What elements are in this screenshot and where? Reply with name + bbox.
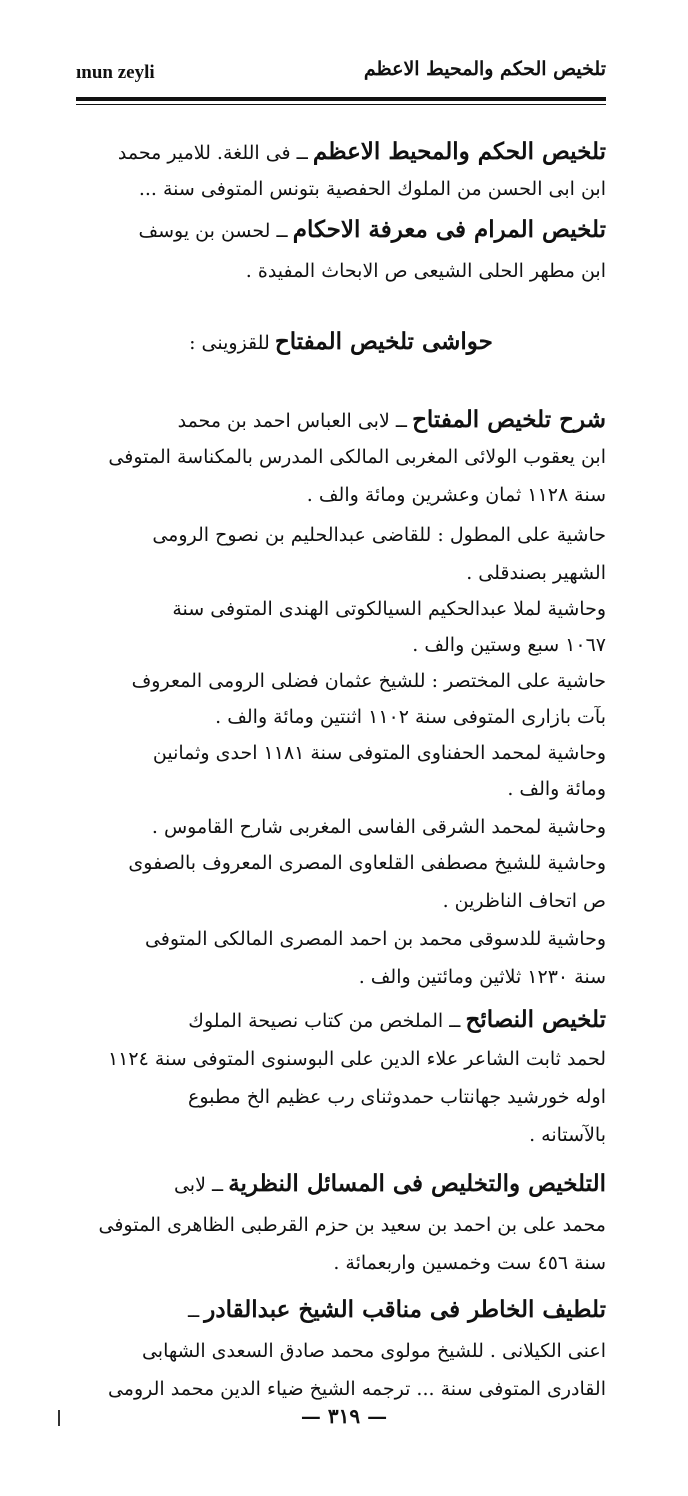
entry-line: تلخيص الحكم والمحيط الاعظم ــ فى اللغة. للامير محمد xyxy=(117,138,606,165)
entry-line: ابن يعقوب الولائى المغربى المالكى المدرس بالمكناسة المتوفى xyxy=(108,446,606,468)
entry-line: ابن ابى الحسن من الملوك الحفصية بتونس المتوفى سنة ... xyxy=(138,178,606,200)
entry-line: التلخيص والتخليص فى المسائل النظرية ــ لابى xyxy=(173,1170,606,1197)
entry-line: اعنى الكيلانى . للشيخ مولوى محمد صادق السعدى الشهابى xyxy=(141,1340,606,1362)
entry-line: تلطيف الخاطر فى مناقب الشيخ عبدالقادر ــ xyxy=(188,1296,606,1323)
entry-line: اوله خورشيد جهانتاب حمدوثناى رب عظيم الخ مطبوع xyxy=(188,1086,606,1108)
entry-line: الشهير بصندقلى . xyxy=(466,562,606,584)
entry-line: شرح تلخيص المفتاح ــ لابى العباس احمد بن محمد xyxy=(177,406,606,433)
entry-line: بآت بازارى المتوفى سنة ١١٠٢ اثنتين ومائة والف . xyxy=(215,706,606,728)
entry-line: وحاشية للدسوقى محمد بن احمد المصرى المالكى المتوفى xyxy=(144,928,606,950)
entry-line: وحاشية لمحمد الشرقى الفاسى المغربى شارح القاموس . xyxy=(151,816,606,838)
entry-line: ص اتحاف الناظرين . xyxy=(442,890,606,912)
entry-line: وحاشية للشيخ مصطفى القلعاوى المصرى المعروف بالصفوى xyxy=(128,852,606,874)
entry-line: بالآستانه . xyxy=(529,1124,606,1146)
body-text xyxy=(76,110,606,1440)
entry-line: حاشية على المختصر : للشيخ عثمان فضلى الرومى المعروف xyxy=(131,670,606,692)
header-rule-thin xyxy=(76,104,606,105)
entry-line: ١٠٦٧ سبع وستين والف . xyxy=(412,634,606,656)
header-rule-thick xyxy=(76,97,606,101)
entry-line: محمد على بن احمد بن سعيد بن حزم القرطبى الظاهرى المتوفى xyxy=(98,1214,606,1236)
entry-line: وحاشية لمحمد الحفناوى المتوفى سنة ١١٨١ احدى وثمانين xyxy=(152,742,606,764)
entry-line: حاشية على المطول : للقاضى عبدالحليم بن نصوح الرومى xyxy=(152,524,606,546)
entry-line: تلخيص النصائح ــ الملخص من كتاب نصيحة الملوك xyxy=(188,1006,606,1033)
entry-line: تلخيص المرام فى معرفة الاحكام ــ لحسن بن يوسف xyxy=(138,216,606,243)
page-number: — ٣١٩ — xyxy=(300,1404,388,1428)
header-left-label: ınun zeyli xyxy=(76,62,155,83)
entry-line: القادرى المتوفى سنة ... ترجمه الشيخ ضياء الدين محمد الرومى xyxy=(107,1378,606,1400)
header-right-title: تلخيص الحكم والمحيط الاعظم xyxy=(363,58,606,80)
entry-line: ابن مطهر الحلى الشيعى ص الابحاث المفيدة . xyxy=(245,260,606,282)
entry-line: ومائة والف . xyxy=(507,778,606,800)
entry-line: سنة ٤٥٦ ست وخمسين واربعمائة . xyxy=(333,1252,606,1274)
entry-line: سنة ١١٢٨ ثمان وعشرين ومائة والف . xyxy=(306,484,606,506)
section-heading: حواشى تلخيص المفتاح للقزوينى : xyxy=(189,328,493,355)
entry-line: لحمد ثابت الشاعر علاء الدين على البوسنوى المتوفى سنة ١١٢٤ xyxy=(107,1048,606,1070)
entry-line: سنة ١٢٣٠ ثلاثين ومائتين والف . xyxy=(358,966,606,988)
entry-line: وحاشية لملا عبدالحكيم السيالكوتى الهندى المتوفى سنة xyxy=(172,598,606,620)
running-header xyxy=(76,58,606,98)
